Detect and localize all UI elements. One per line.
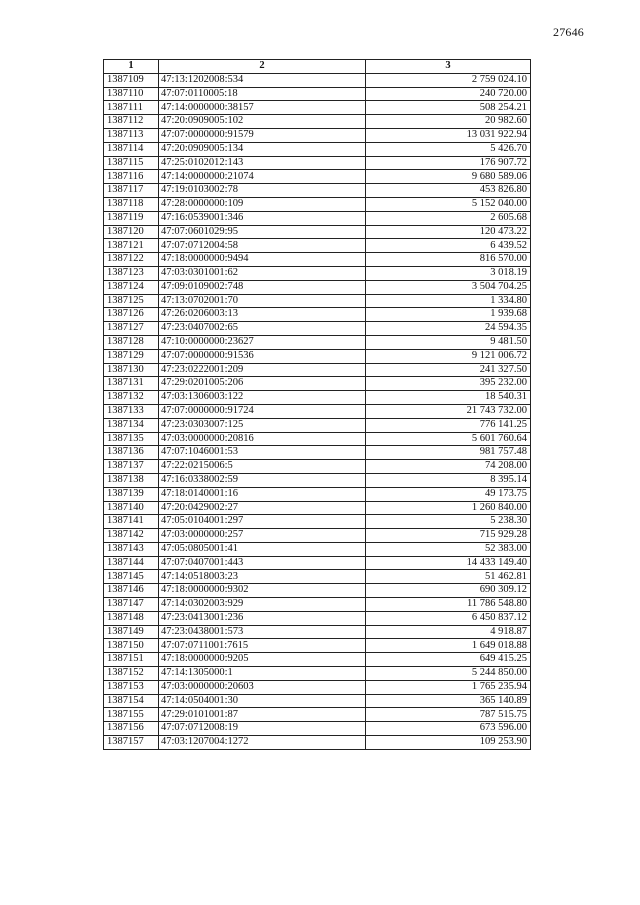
cadastral-value-cell: 1 765 235.94 (366, 680, 531, 694)
table-row (104, 625, 531, 639)
row-id-cell: 1387151 (104, 653, 159, 667)
row-id-cell: 1387126 (104, 308, 159, 322)
cadastral-number-cell: 47:23:0413001:236 (159, 611, 366, 625)
cadastral-number-cell: 47:23:0438001:573 (159, 625, 366, 639)
table-row (104, 73, 531, 87)
cadastral-number-cell: 47:14:0000000:21074 (159, 170, 366, 184)
cadastral-value-cell: 2 605.68 (366, 211, 531, 225)
cadastral-number-cell: 47:29:0101001:87 (159, 708, 366, 722)
table-row (104, 515, 531, 529)
cadastral-number-cell: 47:18:0140001:16 (159, 487, 366, 501)
cadastral-value-cell: 21 743 732.00 (366, 404, 531, 418)
row-id-cell: 1387152 (104, 667, 159, 681)
cadastral-value-cell: 176 907.72 (366, 156, 531, 170)
cadastral-value-cell: 240 720.00 (366, 87, 531, 101)
cadastral-number-cell: 47:07:0712008:19 (159, 722, 366, 736)
cadastral-value-cell: 365 140.89 (366, 694, 531, 708)
table-row (104, 101, 531, 115)
cadastral-value-cell: 51 462.81 (366, 570, 531, 584)
cadastral-number-cell: 47:03:1207004:1272 (159, 736, 366, 750)
cadastral-number-cell: 47:07:0000000:91724 (159, 404, 366, 418)
table-row (104, 556, 531, 570)
row-id-cell: 1387128 (104, 335, 159, 349)
cadastral-value-cell: 241 327.50 (366, 363, 531, 377)
cadastral-value-cell: 1 334.80 (366, 294, 531, 308)
table-header-row (104, 60, 531, 74)
row-id-cell: 1387135 (104, 432, 159, 446)
row-id-cell: 1387113 (104, 128, 159, 142)
table-row (104, 322, 531, 336)
row-id-cell: 1387118 (104, 197, 159, 211)
row-id-cell: 1387134 (104, 418, 159, 432)
row-id-cell: 1387143 (104, 542, 159, 556)
cadastral-number-cell: 47:23:0222001:209 (159, 363, 366, 377)
cadastral-value-cell: 120 473.22 (366, 225, 531, 239)
table-row (104, 280, 531, 294)
table-row (104, 708, 531, 722)
table-row (104, 335, 531, 349)
column-header-number: 1 (104, 60, 159, 74)
cadastral-number-cell: 47:23:0303007:125 (159, 418, 366, 432)
cadastral-number-cell: 47:07:0110005:18 (159, 87, 366, 101)
cadastral-value-cell: 981 757.48 (366, 446, 531, 460)
table-row (104, 225, 531, 239)
row-id-cell: 1387137 (104, 460, 159, 474)
cadastral-number-cell: 47:05:0805001:41 (159, 542, 366, 556)
cadastral-value-cell: 14 433 149.40 (366, 556, 531, 570)
row-id-cell: 1387142 (104, 529, 159, 543)
cadastral-number-cell: 47:14:0518003:23 (159, 570, 366, 584)
cadastral-number-cell: 47:07:0712004:58 (159, 239, 366, 253)
cadastral-number-cell: 47:14:0504001:30 (159, 694, 366, 708)
cadastral-value-cell: 690 309.12 (366, 584, 531, 598)
cadastral-number-cell: 47:14:1305000:1 (159, 667, 366, 681)
table-body (104, 73, 531, 749)
cadastral-number-cell: 47:03:0000000:20603 (159, 680, 366, 694)
row-id-cell: 1387132 (104, 391, 159, 405)
cadastral-value-cell: 109 253.90 (366, 736, 531, 750)
cadastral-number-cell: 47:18:0000000:9302 (159, 584, 366, 598)
row-id-cell: 1387120 (104, 225, 159, 239)
cadastral-number-cell: 47:29:0201005:206 (159, 377, 366, 391)
cadastral-number-cell: 47:18:0000000:9494 (159, 253, 366, 267)
table-row (104, 418, 531, 432)
cadastral-value-cell: 1 260 840.00 (366, 501, 531, 515)
row-id-cell: 1387140 (104, 501, 159, 515)
cadastral-value-cell: 4 918.87 (366, 625, 531, 639)
cadastral-value-cell: 649 415.25 (366, 653, 531, 667)
cadastral-number-cell: 47:14:0302003:929 (159, 598, 366, 612)
cadastral-number-cell: 47:22:0215006:5 (159, 460, 366, 474)
table-row (104, 294, 531, 308)
cadastral-number-cell: 47:26:0206003:13 (159, 308, 366, 322)
row-id-cell: 1387110 (104, 87, 159, 101)
cadastral-number-cell: 47:03:1306003:122 (159, 391, 366, 405)
table-row (104, 391, 531, 405)
row-id-cell: 1387136 (104, 446, 159, 460)
row-id-cell: 1387154 (104, 694, 159, 708)
cadastral-number-cell: 47:07:0000000:91579 (159, 128, 366, 142)
table-row (104, 184, 531, 198)
row-id-cell: 1387114 (104, 142, 159, 156)
cadastral-number-cell: 47:19:0103002:78 (159, 184, 366, 198)
row-id-cell: 1387124 (104, 280, 159, 294)
row-id-cell: 1387157 (104, 736, 159, 750)
table-row (104, 377, 531, 391)
cadastral-number-cell: 47:10:0000000:23627 (159, 335, 366, 349)
cadastral-value-cell: 776 141.25 (366, 418, 531, 432)
cadastral-value-cell: 49 173.75 (366, 487, 531, 501)
table-row (104, 197, 531, 211)
table-row (104, 501, 531, 515)
cadastral-value-cell: 9 121 006.72 (366, 349, 531, 363)
cadastral-value-cell: 5 426.70 (366, 142, 531, 156)
table-row (104, 211, 531, 225)
row-id-cell: 1387130 (104, 363, 159, 377)
table-row (104, 722, 531, 736)
cadastral-number-cell: 47:16:0338002:59 (159, 473, 366, 487)
row-id-cell: 1387111 (104, 101, 159, 115)
cadastral-value-cell: 3 018.19 (366, 266, 531, 280)
cadastral-value-cell: 453 826.80 (366, 184, 531, 198)
cadastral-number-cell: 47:28:0000000:109 (159, 197, 366, 211)
cadastral-value-cell: 395 232.00 (366, 377, 531, 391)
row-id-cell: 1387122 (104, 253, 159, 267)
row-id-cell: 1387117 (104, 184, 159, 198)
cadastral-number-cell: 47:07:1046001:53 (159, 446, 366, 460)
row-id-cell: 1387133 (104, 404, 159, 418)
cadastral-value-cell: 5 238.30 (366, 515, 531, 529)
cadastral-number-cell: 47:18:0000000:9205 (159, 653, 366, 667)
cadastral-number-cell: 47:14:0000000:38157 (159, 101, 366, 115)
row-id-cell: 1387109 (104, 73, 159, 87)
row-id-cell: 1387149 (104, 625, 159, 639)
table-row (104, 542, 531, 556)
cadastral-number-cell: 47:07:0407001:443 (159, 556, 366, 570)
cadastral-number-cell: 47:07:0601029:95 (159, 225, 366, 239)
cadastral-number-cell: 47:13:0702001:70 (159, 294, 366, 308)
cadastral-value-cell: 20 982.60 (366, 115, 531, 129)
table-row (104, 128, 531, 142)
row-id-cell: 1387141 (104, 515, 159, 529)
cadastral-number-cell: 47:20:0909005:102 (159, 115, 366, 129)
row-id-cell: 1387131 (104, 377, 159, 391)
table-row (104, 680, 531, 694)
cadastral-value-cell: 673 596.00 (366, 722, 531, 736)
table-row (104, 349, 531, 363)
table-row (104, 87, 531, 101)
table-row (104, 570, 531, 584)
table-row (104, 363, 531, 377)
table-row (104, 487, 531, 501)
table-row (104, 598, 531, 612)
cadastral-value-cell: 24 594.35 (366, 322, 531, 336)
cadastral-value-cell: 715 929.28 (366, 529, 531, 543)
cadastral-value-cell: 787 515.75 (366, 708, 531, 722)
row-id-cell: 1387139 (104, 487, 159, 501)
cadastral-value-cell: 6 439.52 (366, 239, 531, 253)
table-row (104, 156, 531, 170)
cadastral-number-cell: 47:09:0109002:748 (159, 280, 366, 294)
cadastral-number-cell: 47:20:0909005:134 (159, 142, 366, 156)
cadastral-value-cell: 2 759 024.10 (366, 73, 531, 87)
row-id-cell: 1387150 (104, 639, 159, 653)
table-row (104, 308, 531, 322)
table-row (104, 667, 531, 681)
row-id-cell: 1387119 (104, 211, 159, 225)
table-row (104, 460, 531, 474)
cadastral-number-cell: 47:03:0000000:20816 (159, 432, 366, 446)
cadastral-value-cell: 5 152 040.00 (366, 197, 531, 211)
row-id-cell: 1387116 (104, 170, 159, 184)
cadastral-value-table (103, 59, 531, 750)
table-row (104, 239, 531, 253)
table-row (104, 653, 531, 667)
table-row (104, 611, 531, 625)
row-id-cell: 1387112 (104, 115, 159, 129)
row-id-cell: 1387153 (104, 680, 159, 694)
cadastral-value-cell: 1 939.68 (366, 308, 531, 322)
row-id-cell: 1387129 (104, 349, 159, 363)
row-id-cell: 1387125 (104, 294, 159, 308)
row-id-cell: 1387138 (104, 473, 159, 487)
table-row (104, 639, 531, 653)
table-row (104, 115, 531, 129)
cadastral-value-cell: 508 254.21 (366, 101, 531, 115)
cadastral-value-cell: 74 208.00 (366, 460, 531, 474)
table-row (104, 266, 531, 280)
cadastral-number-cell: 47:16:0539001:346 (159, 211, 366, 225)
cadastral-value-cell: 6 450 837.12 (366, 611, 531, 625)
table-row (104, 736, 531, 750)
row-id-cell: 1387146 (104, 584, 159, 598)
row-id-cell: 1387148 (104, 611, 159, 625)
table-row (104, 170, 531, 184)
column-header-value: 3 (366, 60, 531, 74)
cadastral-value-cell: 9 481.50 (366, 335, 531, 349)
table-row (104, 694, 531, 708)
cadastral-number-cell: 47:13:1202008:534 (159, 73, 366, 87)
cadastral-number-cell: 47:03:0000000:257 (159, 529, 366, 543)
table-row (104, 432, 531, 446)
cadastral-number-cell: 47:23:0407002:65 (159, 322, 366, 336)
table-row (104, 529, 531, 543)
row-id-cell: 1387156 (104, 722, 159, 736)
cadastral-value-cell: 1 649 018.88 (366, 639, 531, 653)
cadastral-value-cell: 11 786 548.80 (366, 598, 531, 612)
table-row (104, 404, 531, 418)
cadastral-number-cell: 47:03:0301001:62 (159, 266, 366, 280)
table-row (104, 253, 531, 267)
cadastral-value-cell: 3 504 704.25 (366, 280, 531, 294)
cadastral-value-cell: 13 031 922.94 (366, 128, 531, 142)
column-header-cadastral-number: 2 (159, 60, 366, 74)
row-id-cell: 1387121 (104, 239, 159, 253)
table-row (104, 142, 531, 156)
row-id-cell: 1387145 (104, 570, 159, 584)
cadastral-value-cell: 18 540.31 (366, 391, 531, 405)
row-id-cell: 1387123 (104, 266, 159, 280)
table-row (104, 473, 531, 487)
cadastral-number-cell: 47:20:0429002:27 (159, 501, 366, 515)
row-id-cell: 1387144 (104, 556, 159, 570)
cadastral-number-cell: 47:05:0104001:297 (159, 515, 366, 529)
cadastral-number-cell: 47:07:0000000:91536 (159, 349, 366, 363)
row-id-cell: 1387127 (104, 322, 159, 336)
page-number: 27646 (553, 25, 584, 39)
cadastral-value-cell: 5 601 760.64 (366, 432, 531, 446)
row-id-cell: 1387147 (104, 598, 159, 612)
cadastral-number-cell: 47:07:0711001:7615 (159, 639, 366, 653)
table-row (104, 446, 531, 460)
cadastral-value-cell: 816 570.00 (366, 253, 531, 267)
cadastral-value-cell: 5 244 850.00 (366, 667, 531, 681)
table-row (104, 584, 531, 598)
row-id-cell: 1387115 (104, 156, 159, 170)
cadastral-number-cell: 47:25:0102012:143 (159, 156, 366, 170)
cadastral-value-cell: 9 680 589.06 (366, 170, 531, 184)
cadastral-value-cell: 8 395.14 (366, 473, 531, 487)
cadastral-value-cell: 52 383.00 (366, 542, 531, 556)
row-id-cell: 1387155 (104, 708, 159, 722)
